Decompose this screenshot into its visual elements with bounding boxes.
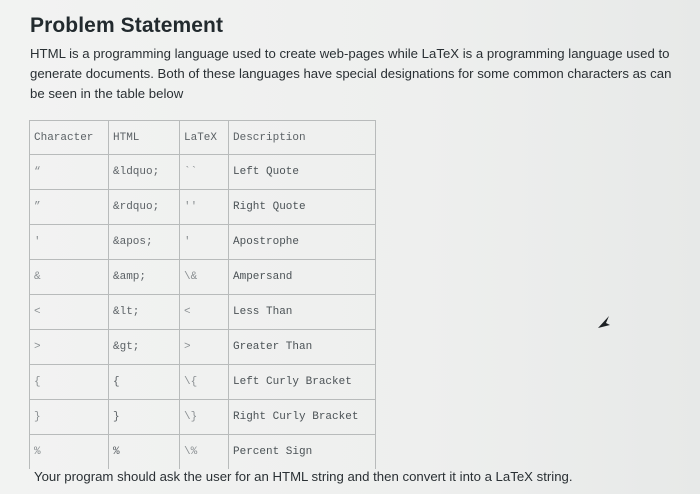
- table-row: [30, 190, 376, 225]
- cell-description: Ampersand: [229, 260, 376, 295]
- footer-instruction: Your program should ask the user for an HTML string and then convert it into a LaTeX string.: [34, 469, 573, 484]
- cell-description: Greater Than: [229, 330, 376, 365]
- intro-paragraph: HTML is a programming language used to create web-pages while LaTeX is a programming language used to generate documents. Both of these languages have special designations for some common characters as can be seen in the table below: [30, 46, 672, 101]
- cell-latex: '': [180, 190, 229, 225]
- cell-latex: \%: [180, 435, 229, 470]
- table-row: [30, 365, 376, 400]
- cell-html: &rdquo;: [109, 190, 180, 225]
- page-title: Problem Statement: [30, 14, 224, 37]
- table-row: [30, 330, 376, 365]
- cell-character: %: [30, 435, 109, 470]
- cell-character: {: [30, 365, 109, 400]
- cell-latex: \&: [180, 260, 229, 295]
- cell-latex: <: [180, 295, 229, 330]
- cell-description: Right Quote: [229, 190, 376, 225]
- cell-character: <: [30, 295, 109, 330]
- cell-latex: ``: [180, 155, 229, 190]
- table-row: [30, 295, 376, 330]
- cell-html: &lt;: [109, 295, 180, 330]
- header-html: HTML: [109, 121, 180, 155]
- cell-description: Percent Sign: [229, 435, 376, 470]
- cell-html: &gt;: [109, 330, 180, 365]
- cell-description: Apostrophe: [229, 225, 376, 260]
- cell-description: Left Quote: [229, 155, 376, 190]
- table-header-row: [30, 121, 376, 155]
- header-description: Description: [229, 121, 376, 155]
- cell-html: &apos;: [109, 225, 180, 260]
- table-row: [30, 435, 376, 470]
- cell-html: %: [109, 435, 180, 470]
- table-row: [30, 400, 376, 435]
- cell-character: ': [30, 225, 109, 260]
- character-table: [29, 120, 376, 469]
- cell-latex: >: [180, 330, 229, 365]
- cell-description: Right Curly Bracket: [229, 400, 376, 435]
- cell-description: Left Curly Bracket: [229, 365, 376, 400]
- header-latex: LaTeX: [180, 121, 229, 155]
- cell-character: &: [30, 260, 109, 295]
- cell-latex: \}: [180, 400, 229, 435]
- cell-character: “: [30, 155, 109, 190]
- cell-html: {: [109, 365, 180, 400]
- cell-latex: ': [180, 225, 229, 260]
- cell-html: &amp;: [109, 260, 180, 295]
- cell-character: >: [30, 330, 109, 365]
- cell-html: &ldquo;: [109, 155, 180, 190]
- table-row: [30, 225, 376, 260]
- cell-character: }: [30, 400, 109, 435]
- cell-description: Less Than: [229, 295, 376, 330]
- header-character: Character: [30, 121, 109, 155]
- cell-html: }: [109, 400, 180, 435]
- cell-character: ”: [30, 190, 109, 225]
- table-row: [30, 260, 376, 295]
- table-row: [30, 155, 376, 190]
- cell-latex: \{: [180, 365, 229, 400]
